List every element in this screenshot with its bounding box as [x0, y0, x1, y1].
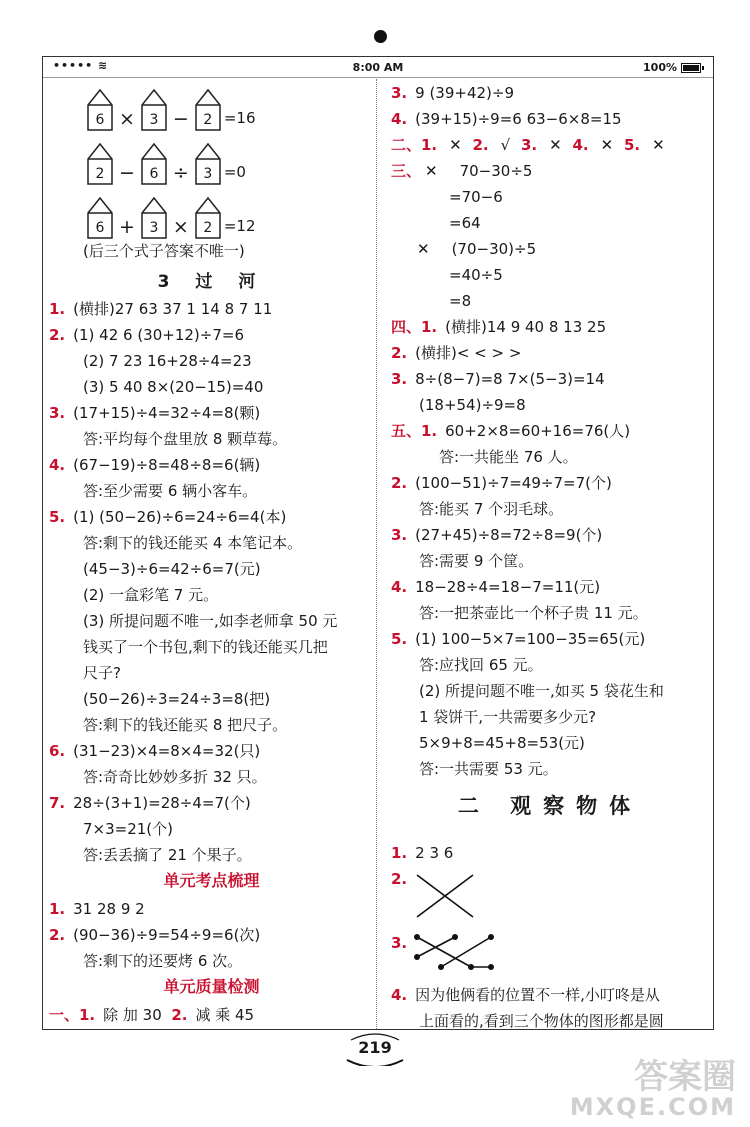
- answer-line: 1 袋饼干,一共需要多少元?: [419, 708, 597, 726]
- answer-line: 答:剩下的钱还能买 8 把尺子。: [83, 716, 288, 734]
- signal-wifi-icon: ••••• ≋: [53, 59, 109, 72]
- answer-line: 答:至少需要 6 辆小客车。: [83, 482, 258, 500]
- answer-line: (3) 所提问题不唯一,如李老师拿 50 元: [83, 612, 338, 630]
- answer-line: =64: [449, 214, 481, 232]
- answer-line: (18+54)÷9=8: [419, 396, 526, 414]
- house-equation-row: [87, 193, 256, 239]
- answer-line: 4. 因为他俩看的位置不一样,小叮咚是从: [391, 986, 660, 1004]
- operator: ÷: [172, 162, 189, 184]
- answer-line: 1. (横排)27 63 37 1 14 8 7 11: [49, 300, 273, 318]
- answer-line: 3. (27+45)÷8=72÷8=9(个): [391, 526, 603, 544]
- answer-line: 四、1. (横排)14 9 40 8 13 25: [391, 318, 607, 336]
- answer-line: 答:丢丢摘了 21 个果子。: [83, 846, 252, 864]
- answer-line: (2) 7 23 16+28÷4=23: [83, 352, 252, 370]
- answer-line: 3. 8÷(8−7)=8 7×(5−3)=14: [391, 370, 605, 388]
- cross-icon: ✕: [417, 240, 430, 258]
- answer-line: 尺子?: [83, 664, 121, 682]
- answer-line: 5. (1) 100−5×7=100−35=65(元): [391, 630, 646, 648]
- operator: ×: [119, 108, 135, 130]
- house-box: 6: [141, 141, 167, 185]
- battery-icon: [681, 63, 701, 73]
- answer-line: 1. 2 3 6: [391, 844, 454, 862]
- status-bar: [43, 57, 713, 78]
- house-equation-row: [87, 139, 246, 185]
- answer-line: 3. (17+15)÷4=32÷4=8(颗): [49, 404, 261, 422]
- operator: −: [172, 108, 189, 130]
- subsection-title: 单元考点梳理: [163, 871, 260, 890]
- operator: ×: [172, 216, 189, 238]
- column-divider: [376, 79, 377, 1029]
- answer-line: 2. (横排)< < > >: [391, 344, 522, 362]
- chapter-title: 二 观察物体: [457, 794, 643, 818]
- house-box: 3: [141, 195, 167, 239]
- section-title: 3 过 河: [157, 272, 266, 292]
- equation-result: =16: [223, 109, 256, 127]
- answer-line: 2.: [391, 870, 408, 888]
- answer-line: 答:能买 7 个羽毛球。: [419, 500, 564, 518]
- answer-line: 5×9+8=45+8=53(元): [419, 734, 585, 752]
- status-time: 8:00 AM: [352, 61, 404, 74]
- answer-line: =70−6: [449, 188, 503, 206]
- answer-line: (45−3)÷6=42÷6=7(元): [83, 560, 261, 578]
- answer-line: 4. (67−19)÷8=48÷8=6(辆): [49, 456, 261, 474]
- answer-line: (3) 5 40 8×(20−15)=40: [83, 378, 264, 396]
- answer-line: 6. (31−23)×4=8×4=32(只): [49, 742, 261, 760]
- battery-status: [643, 61, 701, 74]
- answer-line: (2) 所提问题不唯一,如买 5 袋花生和: [419, 682, 664, 700]
- answer-line: 7×3=21(个): [83, 820, 174, 838]
- house-box: 3: [141, 87, 167, 131]
- camera-dot: [374, 30, 387, 43]
- answer-line: 答:一共需要 53 元。: [419, 760, 558, 778]
- answer-line: 4. 18−28÷4=18−7=11(元): [391, 578, 601, 596]
- answer-line: 1. 31 28 9 2: [49, 900, 145, 918]
- answer-line: 答:平均每个盘里放 8 颗草莓。: [83, 430, 288, 448]
- answer-line: =8: [449, 292, 472, 310]
- house-box: 3: [195, 141, 221, 185]
- house-box: 6: [87, 195, 113, 239]
- answer-line: 7. 28÷(3+1)=28÷4=7(个): [49, 794, 251, 812]
- crossed-lines-diagram: [411, 871, 481, 921]
- equation-result: =12: [223, 217, 256, 235]
- connected-dots-diagram: [411, 931, 511, 973]
- answer-line: 五、1. 60+2×8=60+16=76(人): [391, 422, 631, 440]
- answer-line: (2) 一盒彩笔 7 元。: [83, 586, 219, 604]
- cross-icon: ✕: [549, 136, 562, 154]
- operator: +: [119, 216, 135, 238]
- page-number: [0, 1028, 750, 1057]
- check-icon: √: [500, 136, 511, 154]
- cross-icon: ✕: [600, 136, 614, 154]
- watermark-logo: 答案圈 MXQE.COM: [569, 1057, 736, 1121]
- answer-line: 答:剩下的钱还能买 4 本笔记本。: [83, 534, 303, 552]
- operator: −: [119, 162, 135, 184]
- house-box: 2: [195, 87, 221, 131]
- answer-line: 3.: [391, 934, 408, 952]
- answer-line: 2. (90−36)÷9=54÷9=6(次): [49, 926, 261, 944]
- answer-line: ✕ (70−30)÷5: [413, 237, 536, 261]
- subsection-title: 单元质量检测: [163, 977, 260, 996]
- note-text: (后三个式子答案不唯一): [83, 242, 245, 260]
- house-box: 2: [87, 141, 113, 185]
- device-screen: [42, 56, 714, 1030]
- answer-line: =40÷5: [449, 266, 503, 284]
- answer-line: 5. (1) (50−26)÷6=24÷6=4(本): [49, 508, 287, 526]
- answer-line: 2. (100−51)÷7=49÷7=7(个): [391, 474, 612, 492]
- answer-line: 答:需要 9 个筐。: [419, 552, 534, 570]
- answer-line: 一、1. 除 加 30 2. 减 乘 45: [49, 1006, 255, 1024]
- house-equation-row: [87, 85, 256, 131]
- answer-line: 答:一共能坐 76 人。: [439, 448, 578, 466]
- answer-line: 答:一把茶壶比一个杯子贵 11 元。: [419, 604, 648, 622]
- battery-percent: 100%: [643, 61, 677, 74]
- cross-icon: ✕: [449, 136, 462, 154]
- answer-line: 三、 ✕ 70−30÷5: [391, 159, 532, 183]
- house-box: 6: [87, 87, 113, 131]
- answer-line: 答:奇奇比妙妙多折 32 只。: [83, 768, 267, 786]
- answer-line: 答:应找回 65 元。: [419, 656, 543, 674]
- answer-line: 二、1. ✕ 2. √ 3. ✕ 4. ✕ 5. ✕: [391, 133, 671, 157]
- answer-line: 2. (1) 42 6 (30+12)÷7=6: [49, 326, 244, 344]
- page-number-text: 219: [358, 1038, 392, 1057]
- answer-line: 上面看的,看到三个物体的图形都是圆: [419, 1012, 664, 1030]
- equation-result: =0: [223, 163, 246, 181]
- answer-line: 答:剩下的还要烤 6 次。: [83, 952, 243, 970]
- answer-line: 4. (39+15)÷9=6 63−6×8=15: [391, 110, 622, 128]
- cross-icon: ✕: [652, 136, 665, 154]
- house-box: 2: [195, 195, 221, 239]
- cross-icon: ✕: [425, 162, 438, 180]
- answer-line: (50−26)÷3=24÷3=8(把): [83, 690, 271, 708]
- answer-line: 钱买了一个书包,剩下的钱还能买几把: [83, 638, 328, 656]
- answer-line: 3. 9 (39+42)÷9: [391, 84, 515, 102]
